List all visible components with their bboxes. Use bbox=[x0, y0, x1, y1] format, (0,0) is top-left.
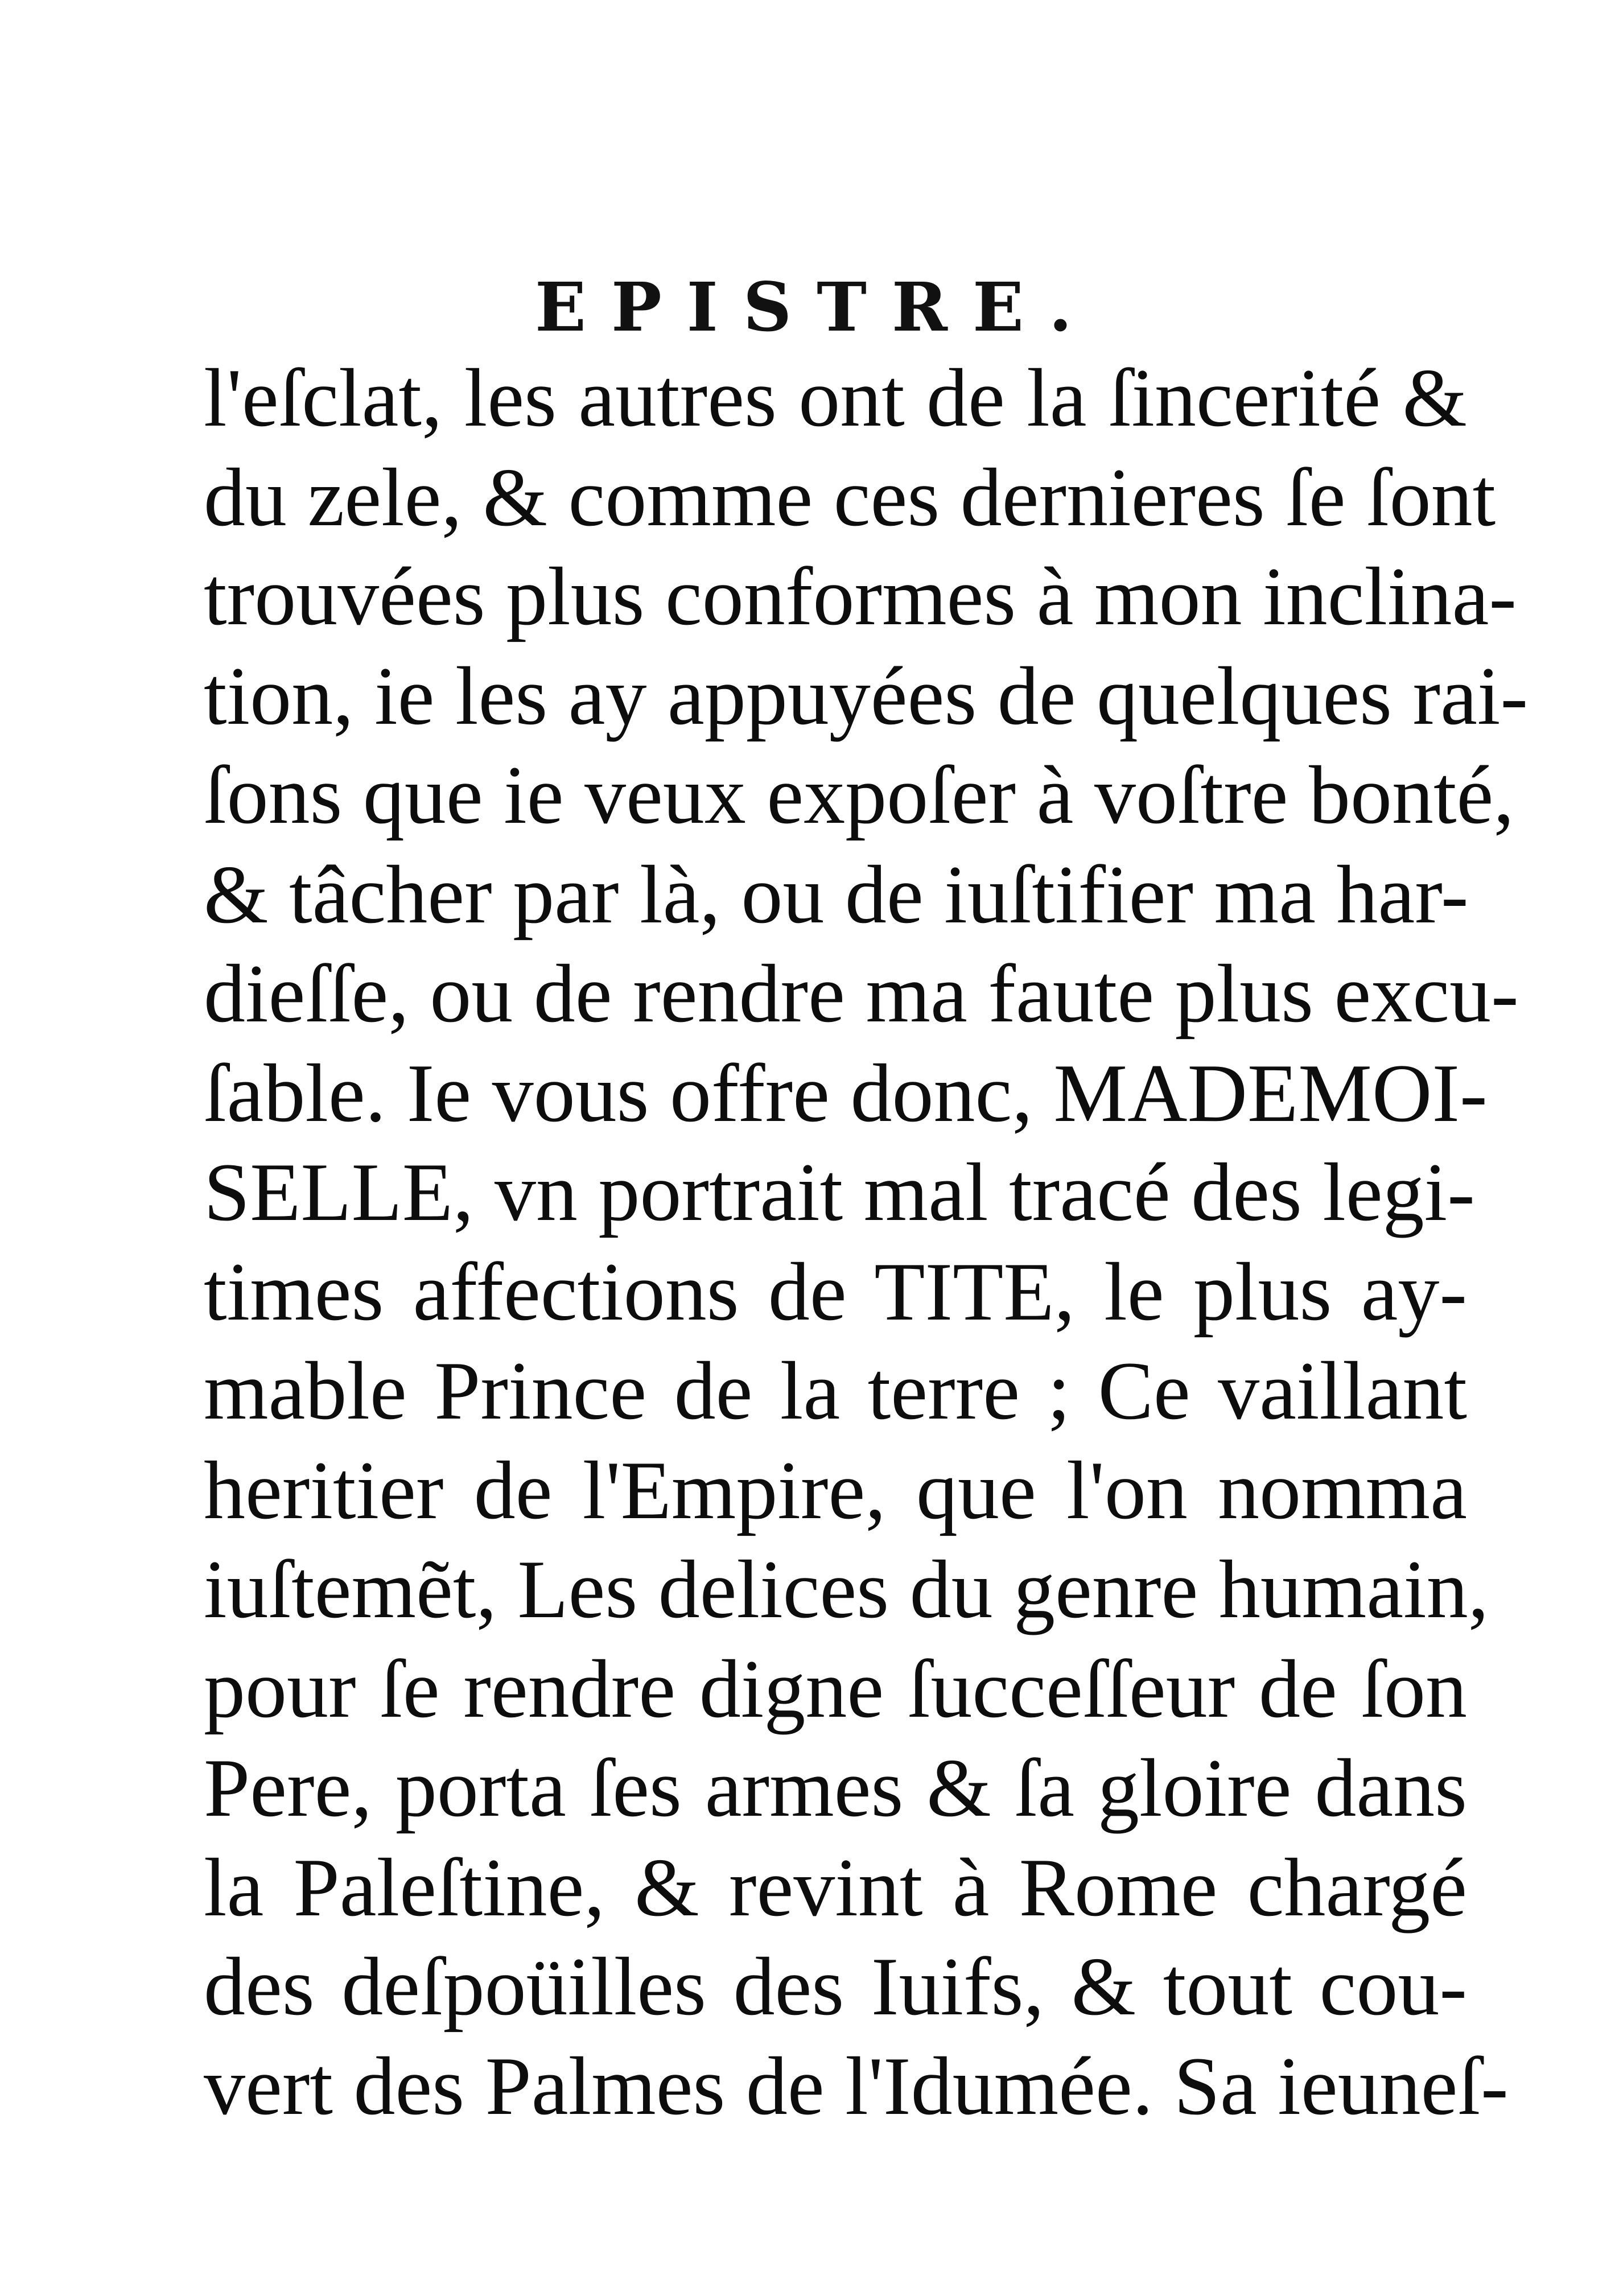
text-line-1: l'eſclat, les autres ont de la ſincerité & bbox=[204, 352, 1467, 444]
text-line-14: pour ſe rendre digne ſucceſſeur de ſon bbox=[204, 1642, 1467, 1735]
text-line-4: tion, ie les ay appuyées de quelques rai- bbox=[204, 649, 1529, 742]
text-line-10: times affections de TITE, le plus ay- bbox=[204, 1245, 1467, 1338]
text-line-9: SELLE, vn portrait mal tracé des legi- bbox=[204, 1146, 1475, 1238]
text-line-16: la Paleſtine, & revint à Rome chargé bbox=[204, 1841, 1467, 1934]
text-line-2: du zele, & comme ces dernieres ſe ſont bbox=[204, 451, 1496, 543]
text-line-18: vert des Palmes de l'Idumée. Sa ieuneſ- bbox=[204, 2039, 1509, 2132]
text-line-15: Pere, porta ſes armes & ſa gloire dans bbox=[204, 1742, 1467, 1834]
body-text bbox=[204, 348, 1529, 2136]
text-line-11: mable Prince de la terre ; Ce vaillant bbox=[204, 1345, 1467, 1437]
text-line-5: ſons que ie veux expoſer à voſtre bonté, bbox=[204, 749, 1514, 841]
text-line-13: iuſtemẽt, Les delices du genre humain, bbox=[204, 1543, 1489, 1635]
text-line-7: dieſſe, ou de rendre ma faute plus excu- bbox=[204, 947, 1519, 1040]
text-line-3: trouvées plus conformes à mon inclina- bbox=[204, 550, 1517, 642]
running-head: EPISTRE. bbox=[535, 267, 1097, 347]
text-line-17: des deſpoüilles des Iuifs, & tout cou- bbox=[204, 1940, 1467, 2033]
text-line-6: & tâcher par là, ou de iuſtifier ma har- bbox=[204, 848, 1469, 941]
text-line-8: ſable. Ie vous offre donc, MADEMOI- bbox=[204, 1046, 1488, 1139]
text-line-12: heritier de l'Empire, que l'on nomma bbox=[204, 1444, 1467, 1536]
